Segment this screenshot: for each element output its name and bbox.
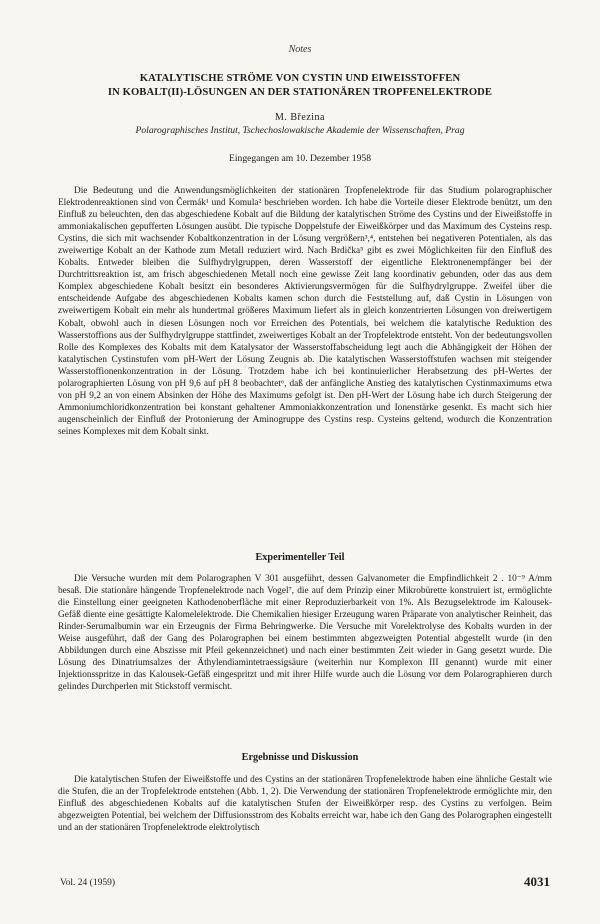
page-number: 4031 bbox=[524, 874, 550, 889]
author-affiliation: Polarographisches Institut, Tschechoslowakische Akademie der Wissenschaften, Prag bbox=[135, 125, 465, 136]
section-heading-results: Ergebnisse und Diskussion bbox=[241, 752, 359, 763]
title-line-1: KATALYTISCHE STRÖME VON CYSTIN UND EIWEISSTOFFEN bbox=[139, 73, 461, 84]
experimental-paragraph: Die Versuche wurden mit dem Polarographen V 301 ausgeführt, dessen Galvanometer die Empfindlichkeit 2 . 10⁻⁹ A/mm besaß. Die stationäre hängende Tropfenelektrode nach Vogel⁷, die auf dem Prinzip einer Mikrobürette konstruiert ist, ermöglichte die Einstellung einer geeigneten Kathodenoberfläche mit einer Reproduzierbarkeit von 1%. Als Bezugselektrode im Kalousek-Gefäß diente eine gesättigte Kalomelelektrode. Die Chemikalien hiesiger Erzeugung waren Präparate von analytischer Reinheit, das Rinder-Serumalbumin war ein Erzeugnis der Firma Behringwerke. Die Versuche mit Vorelektrolyse des Kobalts wurden in der Weise ausgeführt, daß der Gang des Polarographen bei einem bestimmten abgezweigten Potential abgestellt wurde (in den Abbildungen durch eine Abszisse mit Pfeil gekennzeichnet) und nach einer bestimmten Zeit wieder in Gang gesetzt wurde. Die Lösung des Dinatriumsalzes der Äthylendiamintetraessigsäure (weiterhin nur Komplexon III genannt) wurde mit einer Injektionsspritze in das Kalousek-Gefäß eingespritzt und mit ihrer Hilfe wurde auch die Lösung vor dem Polarographieren durch gelindes Durchperlen mit Stickstoff vermischt. bbox=[58, 574, 552, 693]
intro-paragraph: Die Bedeutung und die Anwendungsmöglichkeiten der stationären Tropfenelektrode für das Studium polarographischer Elektrodenreaktionen sind von Čermák¹ und Komula² beschrieben worden. Ich habe die Vorteile dieser Elektrode benützt, um den Einfluß zu beleuchten, den das abgeschiedene Kobalt auf die Bildung der katalytischen Ströme des Cystins und der Eiweißstoffe in ammoniakalischen gepufferten Lösungen ausübt. Die typische Doppelstufe der Eiweißkörper und das Maximum des Cysteins resp. Cystins, die sich mit wachsender Kobaltkonzentration in der Lösung vergrößern³,⁴, entstehen bei negativeren Potentialen, als das zweiwertige Kobalt an der Kathode zum Metall reduziert wird. Nach Brdička⁵ gibt es zwei Möglichkeiten für den Einfluß des Kobalts. Entweder bleiben die Sulfhydrylgruppen, deren Wasserstoff der eigentliche Elektronenempfänger bei der Durchtrittsreaktion ist, am frisch abgeschiedenen Metall noch eine gewisse Zeit lang koordinativ gebunden, oder das aus dem Komplex abgeschiedene Kobalt besitzt ein besonderes Aktivierungsvermögen für die Sulfhydrylgruppe. Zweifel über die entscheidende Aufgabe des abgeschiedenen Kobalts kamen schon durch die Feststellung auf, daß Cystin in Lösungen von zweiwertigem Kobalt ein mehr als hundertmal größeres Maximum liefert als in gleich konzentrierten Lösungen von dreiwertigem Kobalt, obwohl auch in diesen Lösungen noch vor Erreichen des Potentials, bei welchem die katalytische Reduktion des Wasserstoffions aus der Sulfhydrylgruppe stattfindet, zweiwertiges Kobalt an der Tropfelektrode entsteht. Von der bedeutungsvollen Rolle des Komplexes des Kobalts mit dem Katalysator der Wasserstoffabscheidung legt auch die Abhängigkeit der Höhen der katalytischen Cystinstufen vom pH-Wert der Lösung Zeugnis ab. Die katalytischen Wasserstoffstufen wachsen mit steigender Wasserstoffionenkonzentration in der Lösung. Trotzdem habe ich bei kontinuierlicher Herabsetzung des pH-Wertes der polarographierten Lösung von pH 9,6 auf pH 8 beobachtet⁶, daß der anfängliche Anstieg des katalytischen Cystinmaximums etwa von pH 9,2 an von einem Absinken der Höhe des Maximums gefolgt ist. Den pH-Wert der Lösung habe ich durch Steigerung der Ammoniumchloridkonzentration bei konstant gehaltener Ammoniakkonzentration und Ionenstärke gesenkt. Es macht sich hier augenscheinlich der Einfluß der Protonierung der Aminogruppe des Cystins resp. Cysteins geltend, wodurch die Konzentration seines Komplexes mit dem Kobalt sinkt. bbox=[58, 186, 552, 437]
author-name: M. Březina bbox=[275, 112, 325, 123]
running-head: Notes bbox=[288, 44, 312, 55]
section-heading-experimental: Experimenteller Teil bbox=[255, 552, 345, 563]
received-date: Eingegangen am 10. Dezember 1958 bbox=[229, 153, 371, 164]
results-paragraph: Die katalytischen Stufen der Eiweißstoffe und des Cystins an der stationären Tropfenelektrode haben eine ähnliche Gestalt wie die Stufen, die an der Tropfelektrode entstehen (Abb. 1, 2). Die Verwendung der stationären Tropfenelektrode ermöglichte mir, den Einfluß des abgeschiedenen Kobalts auf die katalytischen Stufen der Eiweißkörper resp. des Cystins zu verfolgen. Beim abgezweigten Potential, bei welchem der Diffusionsstrom des Kobalts erreicht war, habe ich den Gang des Polarographen eingestellt und an der stationären Tropfenelektrode elektrolytisch bbox=[58, 775, 552, 834]
footer-volume: Vol. 24 (1959) bbox=[60, 878, 115, 888]
article-title bbox=[50, 72, 550, 100]
title-line-2: IN KOBALT(II)-LÖSUNGEN AN DER STATIONÄREN TROPFENELEKTRODE bbox=[107, 87, 493, 98]
